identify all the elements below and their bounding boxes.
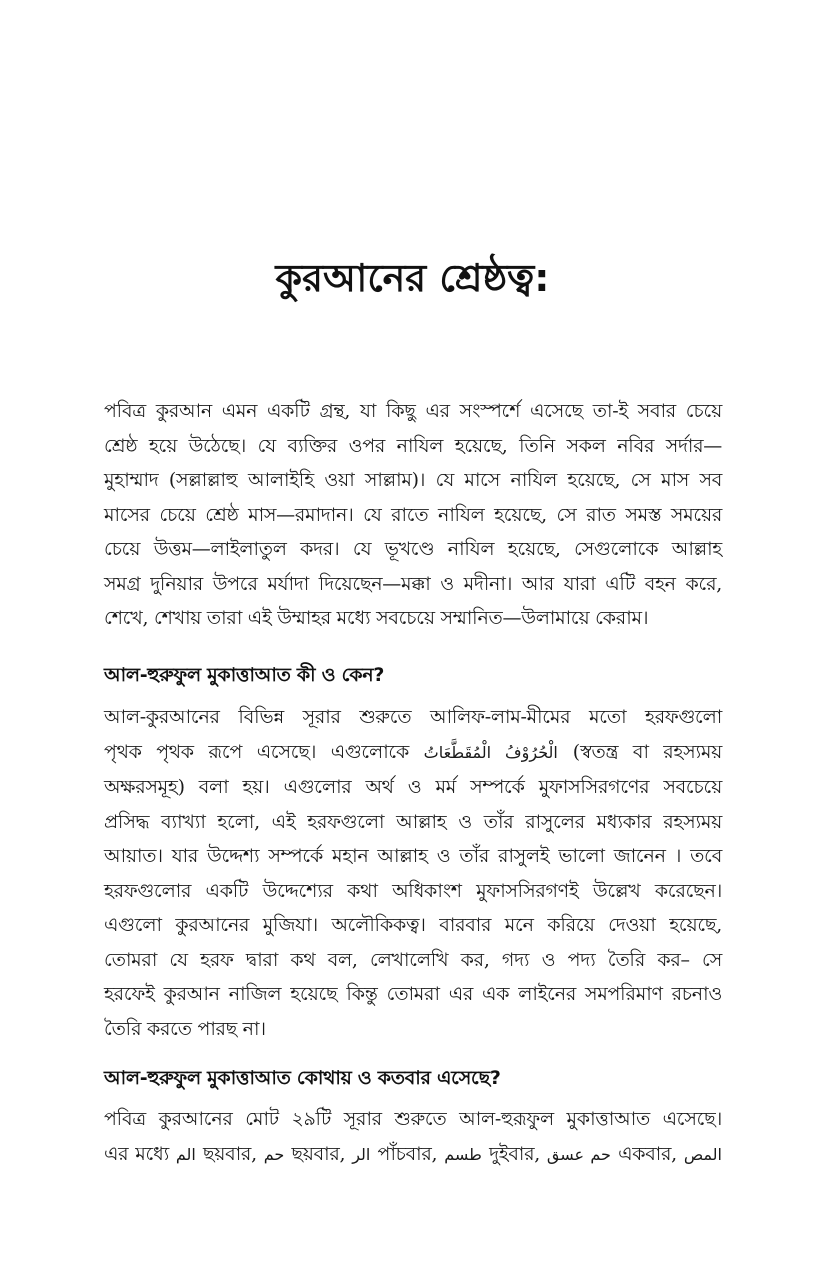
text-fragment: পাঁচবার, (377, 1142, 438, 1165)
arabic-letters: المص (683, 1144, 722, 1164)
text-line: এগুলো কুরআনের মুজিযা। অলৌকিকত্ব। বারবার মনে করিয়ে দেওয়া হয়েছে, (104, 914, 722, 936)
text-line: অক্ষরসমূহ) বলা হয়। এগুলোর অর্থ ও মর্ম সম্পর্কে মুফাসসিরগণের সবচেয়ে (104, 776, 722, 798)
section1-paragraph (104, 700, 722, 1046)
text-fragment: ছয়বার, (291, 1142, 346, 1165)
text-fragment: ছয়বার, (203, 1142, 257, 1165)
text-line: সমগ্র দুনিয়ার উপরে মর্যাদা দিয়েছেন—মক্কা ও মদীনা। আর যারা এটি বহন করে, (104, 572, 722, 595)
text-fragment: এর মধ্যে (104, 1142, 169, 1165)
arabic-letters: حم عسق (546, 1144, 611, 1164)
text-line: তোমরা যে হরফ দ্বারা কথ বল, লেখালেখি কর, গদ্য ও পদ্য তৈরি কর– সে (104, 948, 722, 971)
arabic-letters: الم (175, 1144, 196, 1164)
chapter-title: কুরআনের শ্রেষ্ঠত্ব: (275, 256, 550, 300)
text-line: পবিত্র কুরআনের মোট ২৯টি সূরার শুরুতে আল-হুরূফুল মুকাত্তাআত এসেছে। (104, 1108, 722, 1130)
arabic-term: الْحُرُوْفُ الْمُقَطَّعَاتُ (423, 742, 558, 762)
text-line: চেয়ে উত্তম—লাইলাতুল কদর। যে ভূখণ্ডে নাযিল হয়েছে, সেগুলোকে আল্লাহ (104, 538, 722, 560)
text-line: তৈরি করতে পারছ না। (104, 1017, 266, 1040)
arabic-letters: الر (352, 1144, 371, 1164)
text-fragment: (স্বতন্ত্র বা রহস্যময় (572, 740, 723, 763)
text-fragment: দুইবার, (489, 1142, 541, 1165)
text-line: আয়াত। যার উদ্দেশ্য সম্পর্কে মহান আল্লাহ ও তাঁর রাসুলই ভালো জানেন । তবে (104, 845, 722, 867)
section2-paragraph (104, 1102, 722, 1172)
text-line: আল-কুরআনের বিভিন্ন সূরার শুরুতে আলিফ-লাম-মীমের মতো হরফগুলো (104, 706, 722, 728)
text-line: মাসের চেয়ে শ্রেষ্ঠ মাস—রমাদান। যে রাতে নাযিল হয়েছে, সে রাত সমস্ত সময়ের (104, 503, 722, 526)
text-line: হরফেই কুরআন নাজিল হয়েছে কিন্তু তোমরা এর এক লাইনের সমপরিমাণ রচনাও (104, 983, 722, 1005)
text-line (104, 735, 722, 771)
intro-paragraph (104, 394, 722, 636)
text-line (104, 1137, 722, 1173)
section-heading-where-and-how-many: আল-হুরুফুল মুকাত্তাআত কোথায় ও কতবার এসেছে? (104, 1067, 501, 1089)
section-heading-what-and-why: আল-হুরুফুল মুকাত্তাআত কী ও কেন? (104, 664, 385, 686)
text-line: প্রসিদ্ধ ব্যাখ্যা হলো, এই হরফগুলো আল্লাহ ও তাঁর রাসুলের মধ্যকার রহস্যময় (104, 810, 722, 833)
text-fragment: একবার, (618, 1142, 677, 1165)
text-line: পবিত্র কুরআন এমন একটি গ্রন্থ, যা কিছু এর সংস্পর্শে এসেছে তা-ই সবার চেয়ে (104, 400, 722, 422)
text-fragment: পৃথক পৃথক রূপে এসেছে। এগুলোকে (104, 740, 410, 763)
arabic-letters: طسم (444, 1144, 482, 1164)
text-line: শ্রেষ্ঠ হয়ে উঠেছে। যে ব্যক্তির ওপর নাযিল হয়েছে, তিনি সকল নবির সর্দার— (104, 434, 722, 457)
text-line: হরফগুলোর একটি উদ্দেশ্যের কথা অধিকাংশ মুফাসসিরগণই উল্লেখ করেছেন। (104, 879, 722, 902)
arabic-letters: حم (263, 1144, 285, 1164)
text-line: মুহাম্মাদ (সল্লাল্লাহু আলাইহি ওয়া সাল্লাম)। যে মাসে নাযিল হয়েছে, সে মাস সব (104, 469, 722, 491)
text-line: শেখে, শেখায় তারা এই উম্মাহর মধ্যে সবচেয়ে সম্মানিত—উলামায়ে কেরাম। (104, 607, 649, 629)
